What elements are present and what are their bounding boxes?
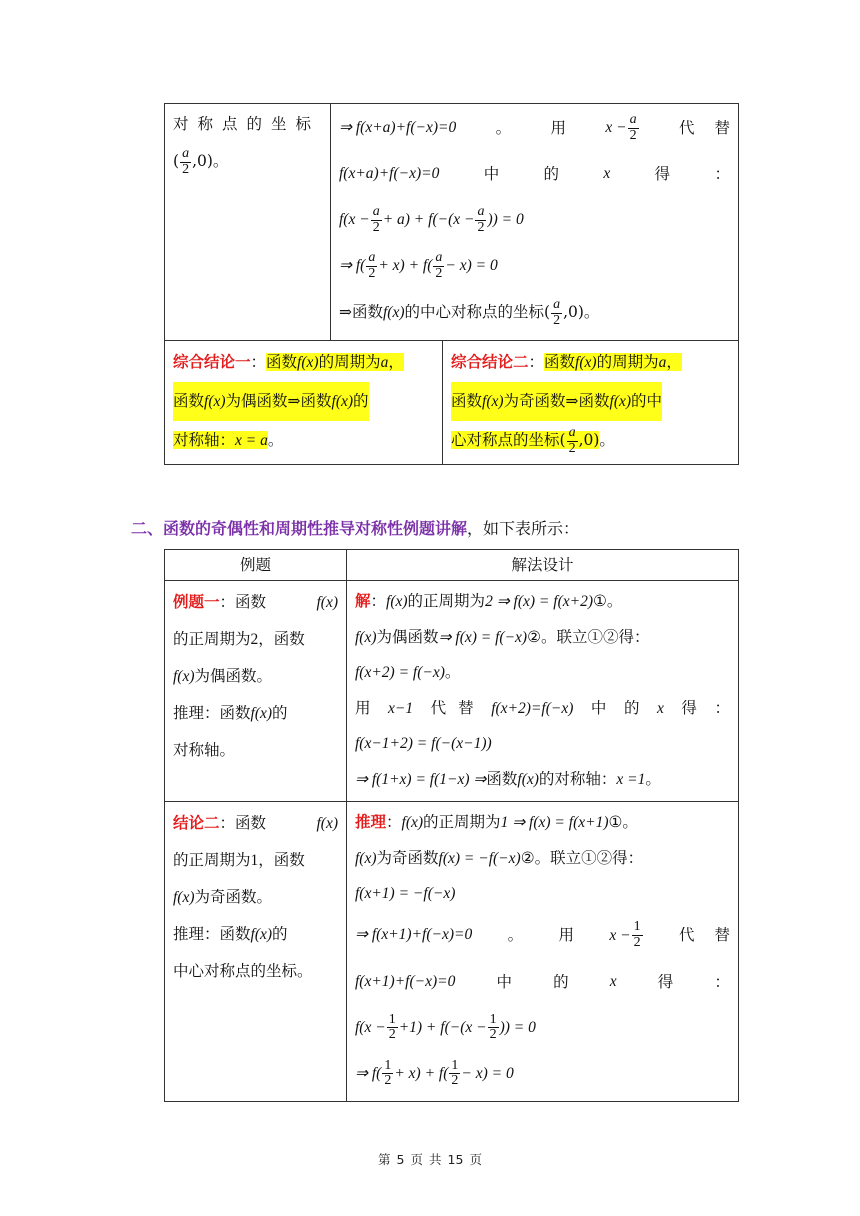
left-text-line1: 对称点的坐标 [173,115,321,133]
header-solution: 解法设计 [347,550,739,581]
conclusion1-line3: 对称轴：x = a。 [173,431,284,449]
conclusion1-cell [165,341,443,465]
conclusion2-line2: 函数f(x)为奇函数⇒函数f(x)的中 [451,382,662,421]
derivation-line2: f(x+a)+f(−x)=0 中 的 x 得 ： [339,165,730,183]
derivation-line4: ⇒ f( $\frac{a}{2}$ + x) + f( $\frac{a}{2}$ − x) = 0 [339,250,498,281]
table-continued [164,103,750,465]
example-table [164,549,750,1102]
conclusion2-line1: 综合结论二：函数f(x)的周期为a， [451,352,682,371]
header-example: 例题 [165,550,347,581]
page-number: 5 [396,1152,405,1167]
table-row [165,581,739,802]
solution1-cell: 解：f(x)的正周期为2 ⇒ f(x) = f(x+2)①。 f(x)为偶函数⇒ f(x) = f(−x)②。联立①②得： f(x+2) = f(−x)。 用 x−1 代替 f(x+2)=f(−x) 中 的 x 得 ： f(x−1+2) = f(−(x−1)) ⇒ f(1+x) = f(1−x) ⇒函数f(x)的对称轴：x =1。 [347,581,739,802]
conclusion1-line2: 函数f(x)为偶函数⇒函数f(x)的 [173,382,369,421]
example1-cell: 例题一：函数 f(x) 的正周期为2，函数 f(x)为偶函数。 推理：函数f(x)的 对称轴。 [165,581,347,802]
section-heading: 二、函数的奇偶性和周期性推导对称性例题讲解，如下表所示： [131,519,580,538]
conclusion2-line3: 心对称点的坐标( $\frac{a}{2}$ ,0)。 [451,424,615,456]
solution2-cell: 推理：f(x)的正周期为1 ⇒ f(x) = f(x+1)①。 f(x)为奇函数f(x) = −f(−x)②。联立①②得： f(x+1) = −f(−x) ⇒ f(x+1)+f(−x)=0 。 用 x − $\frac{1}{2}$ 代替 f(x+1)+f(−x)=0 中 的 x 得 ： f(x − $\frac{1}{2}$ +1) + f(−(x − $\frac{1}{2}$ )) = 0 ⇒ f( $\frac{1}{2}$ + x) + f( $\frac{1}{2}$ − x) = 0 [347,802,739,1102]
conclusion2-cell [443,341,739,465]
derivation-line1: ⇒ f(x+a)+f(−x)=0 。 用 x − $\frac{a}{2}$ 代替 [339,111,750,143]
example2-cell: 结论二：函数 f(x) 的正周期为1，函数 f(x)为奇函数。 推理：函数f(x)的 中心对称点的坐标。 [165,802,347,1102]
table1-left-cell [165,104,331,341]
page-footer: 第 5 页 共 15 页 [378,1152,482,1167]
table-header-row [165,550,739,581]
derivation-line3: f(x − $\frac{a}{2}$ + a) + f(−(x − $\frac{a}{2}$ )) = 0 [339,204,524,235]
table-row [165,802,739,1102]
left-text-line2: ( $\frac{a}{2}$ ,0)。 [173,145,229,177]
fraction-a-over-2: $\frac{a}{2}$ [182,145,190,177]
page-total: 15 [447,1152,464,1167]
derivation-line5: ⇒函数f(x)的中心对称点的坐标( $\frac{a}{2}$ ,0)。 [339,296,600,328]
table1-right-cell [331,104,750,341]
conclusion1-line1: 综合结论一：函数f(x)的周期为a， [173,352,404,371]
